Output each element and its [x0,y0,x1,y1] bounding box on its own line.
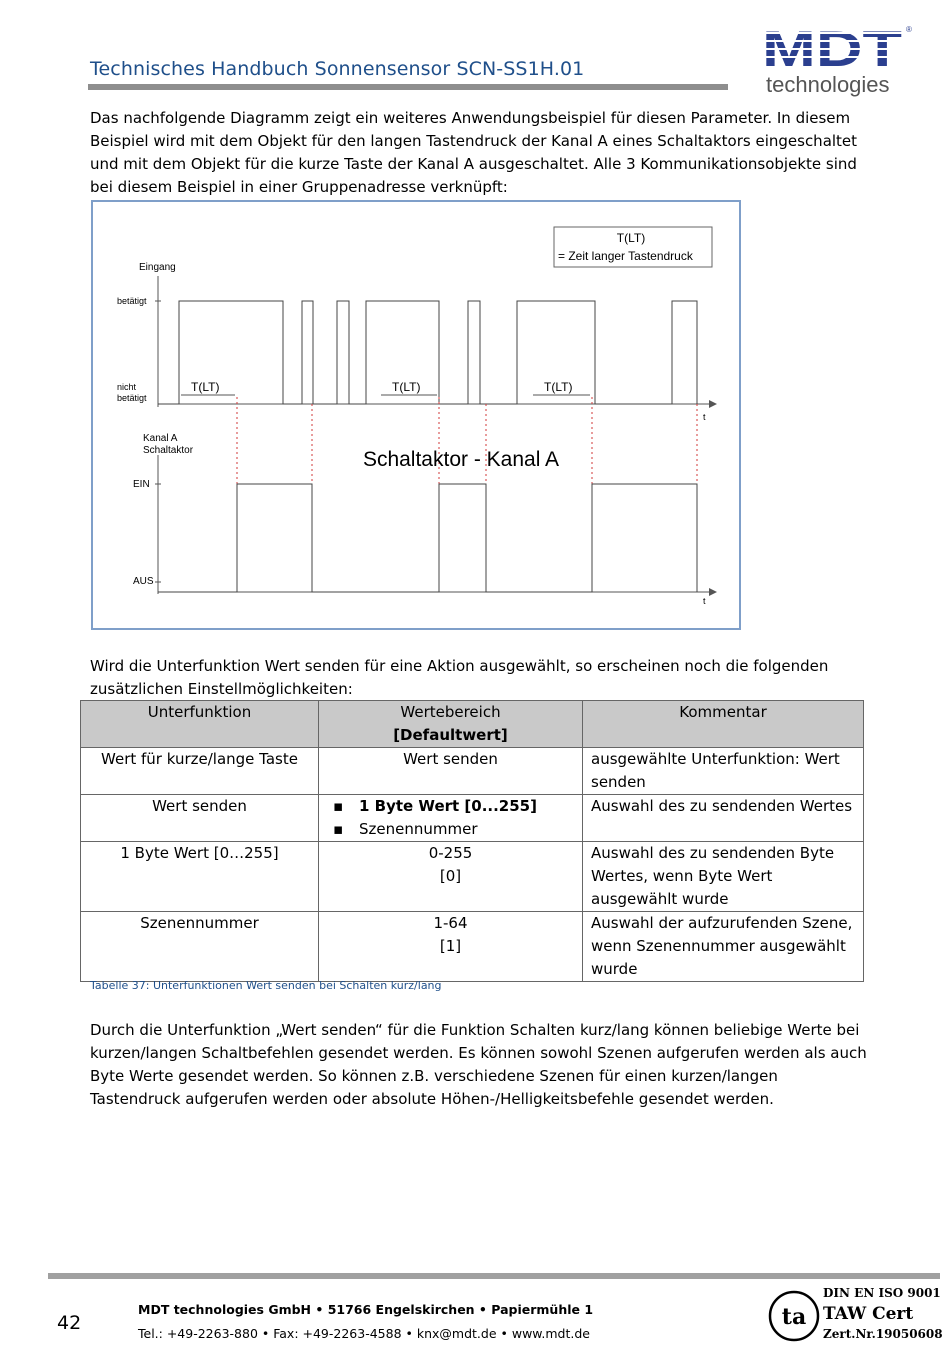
cell-range-options [319,795,583,842]
cell-comment: Auswahl des zu sendenden Byte Wertes, wenn Byte Wert ausgewählt wurde [583,842,864,912]
channel-title: Schaltaktor - Kanal A [362,448,560,471]
header-kommentar: Kommentar [583,701,864,748]
cell-comment: Auswahl des zu sendenden Wertes [583,795,864,842]
range-option-1: ▪ 1 Byte Wert [0...255] [327,795,574,818]
tlt-label-3: T(LT) [544,380,573,394]
cell-range [319,912,583,982]
tlt-label-1: T(LT) [191,380,220,394]
cell-comment: ausgewählte Unterfunktion: Wert senden [583,748,864,795]
channel-label-1: Kanal A [143,433,178,444]
table-row [81,842,864,912]
logo-subtitle: technologies [766,72,890,97]
cell-name: 1 Byte Wert [0…255] [81,842,319,912]
title-rule [88,84,728,90]
cert-number: Zert.Nr.19050608 [823,1327,943,1341]
timing-diagram [91,200,741,630]
footer-rule [48,1273,940,1279]
cell-name: Szenennummer [81,912,319,982]
certification-badge [768,1284,943,1346]
table-row [81,795,864,842]
input-time-arrow [709,400,717,408]
channel-label-2: Schaltaktor [143,445,194,456]
header-unterfunktion: Unterfunktion [81,701,319,748]
timing-diagram-svg [93,202,743,632]
footer-address [138,1302,593,1317]
range-value: 1-64 [433,914,468,932]
channel-time-label: t [703,596,706,606]
cell-range [319,842,583,912]
channel-time-arrow [709,588,717,596]
cert-iso: DIN EN ISO 9001 [823,1286,941,1300]
para-subfunction-intro: Wird die Unterfunktion Wert senden für eine Aktion ausgewählt, so erscheinen noch die folgenden zusätzlichen Einstellmöglichkeiten: [90,657,829,698]
input-signal [158,301,697,404]
header-wertebereich-label: Wertebereich [400,703,501,721]
cell-comment: Auswahl der aufzurufenden Szene, wenn Szenennummer ausgewählt wurde [583,912,864,982]
footer-address-text: MDT technologies GmbH • 51766 Engelskirchen • Papiermühle 1 [138,1302,594,1317]
cell-name: Wert für kurze/lange Taste [81,748,319,795]
active-level-label: betätigt [117,296,147,306]
inactive-level-label-2: betätigt [117,393,147,403]
footer-contact: Tel.: +49-2263-880 • Fax: +49-2263-4588 • knx@mdt.de • www.mdt.de [138,1326,590,1341]
off-level-label: AUS [133,576,154,587]
channel-signal [158,484,697,592]
input-time-label: t [703,412,706,422]
legend-description: = Zeit langer Tastendruck [558,249,693,263]
default-value: [0] [439,867,462,885]
document-title: Technisches Handbuch Sonnensensor SCN-SS1H.01 [90,58,585,80]
on-level-label: EIN [133,479,150,490]
para-conclusion: Durch die Unterfunktion „Wert senden“ für die Funktion Schalten kurz/lang können beliebige Werte bei kurzen/langen Schaltbefehlen gesendet werden. Es können sowohl Szenen aufgerufen werden als auch Byte Werte gesendet werden. So können z.B. verschiedene Szenen für einen kurzen/langen Tastendruck aufgerufen werden oder absolute Höhen-/Helligkeitsbefehle gesendet werden. [90,1021,867,1108]
inactive-level-label-1: nicht [117,382,137,392]
default-value: [1] [439,937,462,955]
tlt-label-2: T(LT) [392,380,421,394]
registered-mark: ® [906,25,912,34]
input-axis-label: Eingang [139,262,176,273]
table-caption: Tabelle 37: Unterfunktionen Wert senden bei Schalten kurz/lang [90,979,442,992]
cell-name: Wert senden [81,795,319,842]
table-header-row [81,701,864,748]
settings-table [80,700,864,982]
mdt-logo [760,20,920,100]
legend-title: T(LT) [616,231,646,245]
table-row [81,912,864,982]
svg-text:ta: ta [781,1304,807,1330]
intro-paragraph: Das nachfolgende Diagramm zeigt ein weiteres Anwendungsbeispiel für diesen Parameter. In diesem Beispiel wird mit dem Objekt für den langen Tastendruck der Kanal A eines Schaltaktors eingeschaltet und mit dem Objekt für die kurze Taste der Kanal A ausgeschaltet. Alle 3 Kommunikationsobjekte sind bei diesem Beispiel in einer Gruppenadresse verknüpft: [90,109,858,196]
cert-taw: TAW Cert [823,1304,914,1324]
taw-cert-logo [768,1288,820,1344]
header-wertebereich [319,701,583,748]
range-option-2: ▪ Szenennummer [327,818,574,841]
table-row [81,748,864,795]
page-number: 42 [57,1312,82,1334]
cell-range: Wert senden [319,748,583,795]
range-value: 0-255 [428,844,473,862]
header-defaultwert-label: [Defaultwert] [393,726,508,744]
